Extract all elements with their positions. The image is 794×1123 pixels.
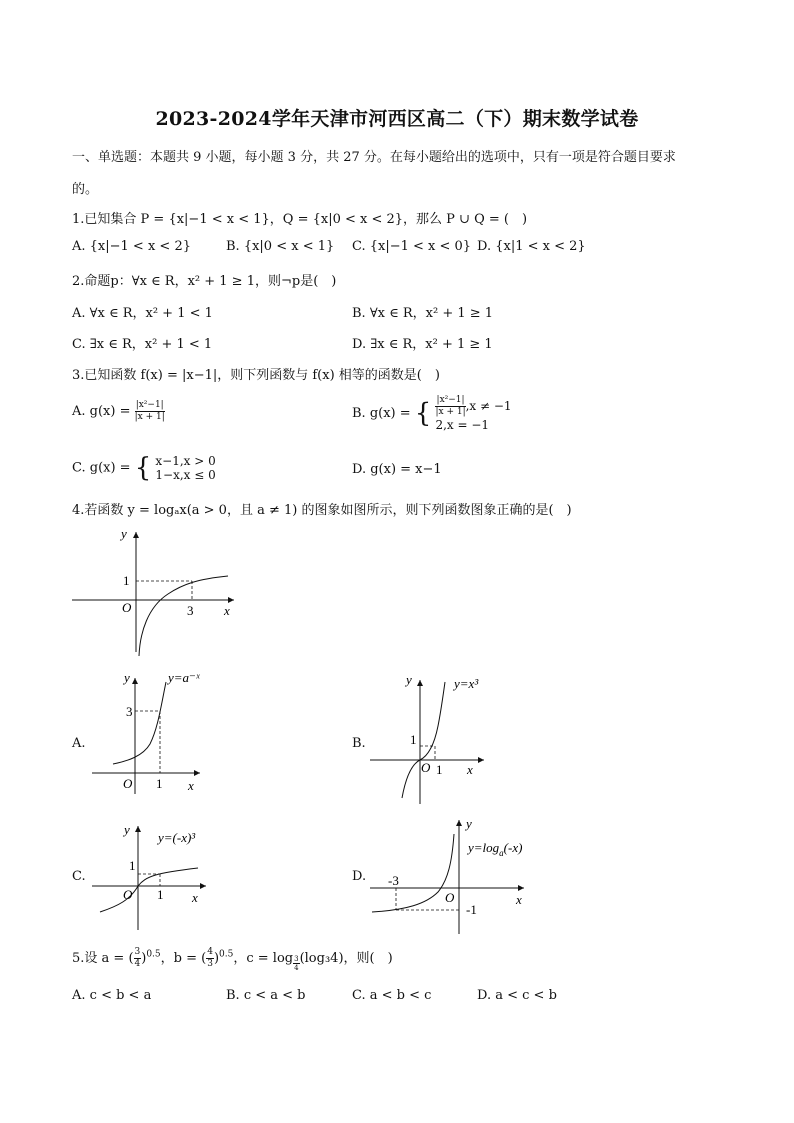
q4-main-log-curve: [139, 576, 228, 656]
section-heading-line2: 的。: [72, 182, 99, 197]
q3-b-brace: {: [414, 398, 432, 429]
q4-c-origin: O: [123, 887, 133, 902]
q3-c-case1: x−1,x > 0: [155, 454, 216, 468]
q4-b-curve: [402, 682, 445, 798]
q4-a-origin: O: [123, 776, 133, 791]
q4-stem: 4.若函数 y = logₐx(a > 0，且 a ≠ 1) 的图象如图所示，则下列函数图象正确的是( ): [72, 503, 572, 518]
q4-a-tick-x: 1: [156, 776, 163, 791]
q4-main-origin: O: [122, 600, 132, 615]
q3-b-denominator: |x + 1|: [435, 407, 466, 417]
q3-c-cases: [155, 454, 215, 482]
q5-b-exponent: 0.5: [219, 949, 234, 960]
q2-option-b[interactable]: B. ∀x ∈ R，x² + 1 ≥ 1: [352, 306, 494, 321]
q5-a-exponent: 0.5: [146, 949, 161, 960]
q4-main-tick-1: 1: [123, 573, 130, 588]
q3-b-numerator: |x²−1|: [436, 395, 465, 405]
q5-option-a[interactable]: A. c < b < a: [72, 988, 152, 1003]
q3-a-denominator: |x + 1|: [134, 412, 165, 422]
q3-b-cases: [435, 395, 511, 432]
q3-option-a[interactable]: [72, 400, 165, 423]
q1-stem: 1.已知集合 P = {x|−1 < x < 1}，Q = {x|0 < x < 2}，那么 P ∪ Q = ( ): [72, 212, 528, 227]
q4-a-func-label: y=a⁻ˣ: [168, 670, 200, 685]
q5-c-tail: (log₃4)，则( ): [299, 951, 393, 966]
q5-stem: 5.设 a = ( $\frac{3}{4}$ )$^{0.5}$，b = ( $\frac{4}{3}$ )$^{0.5}$，c = log $_{\frac{3}{4}}$ (log₃4)，则( ): [72, 947, 393, 973]
q4-d-tick-x: -3: [388, 873, 399, 888]
q3-option-c[interactable]: [72, 454, 216, 482]
q3-a-numerator: |x²−1|: [135, 400, 164, 410]
q4-d-curve: [372, 834, 454, 912]
q4-b-func-label: y=x³: [454, 676, 479, 691]
q4-c-curve: [100, 868, 198, 912]
q5-stem-prefix: 5.设 a = (: [72, 951, 134, 966]
q3-a-fraction: [135, 400, 165, 423]
q4-d-x-label: x: [516, 892, 522, 907]
q4-c-tick-y: 1: [129, 858, 136, 873]
q4-option-a-label[interactable]: A.: [72, 736, 86, 751]
q4-main-x-label: x: [224, 603, 230, 618]
q4-c-y-label: y: [124, 822, 130, 837]
q1-option-a[interactable]: A. {x|−1 < x < 2}: [72, 239, 191, 254]
q2-option-a[interactable]: A. ∀x ∈ R，x² + 1 < 1: [72, 306, 213, 321]
q3-a-prefix: A. g(x) =: [72, 404, 131, 419]
q4-option-a-graph[interactable]: [88, 666, 228, 800]
exam-title: 2023-2024学年天津市河西区高二（下）期末数学试卷: [155, 108, 639, 130]
q4-main-y-label: y: [121, 526, 127, 541]
q4-main-tick-3: 3: [187, 603, 194, 618]
q4-option-b-label[interactable]: B.: [352, 736, 366, 751]
q4-option-d-label[interactable]: D.: [352, 869, 367, 884]
q4-b-origin: O: [421, 760, 431, 775]
q3-stem: 3.已知函数 f(x) = |x−1|，则下列函数与 f(x) 相等的函数是( ): [72, 368, 440, 383]
q4-d-func-label: $y=\log_a(-x)$: [468, 840, 523, 858]
q4-b-x-label: x: [467, 762, 473, 777]
q5-b-mid: ，b = (: [160, 951, 207, 966]
q4-a-x-label: x: [188, 778, 194, 793]
q4-option-d-graph[interactable]: [366, 812, 536, 936]
q3-b-case2: 2,x = −1: [435, 418, 490, 432]
q4-d-tick-y: -1: [466, 902, 477, 917]
q4-d-origin: O: [445, 890, 455, 905]
q4-c-tick-x: 1: [157, 887, 164, 902]
q2-option-d[interactable]: D. ∃x ∈ R，x² + 1 ≥ 1: [352, 337, 493, 352]
q4-a-curve: [113, 682, 166, 764]
q3-option-d[interactable]: D. g(x) = x−1: [352, 462, 442, 477]
q1-option-d[interactable]: D. {x|1 < x < 2}: [477, 239, 586, 254]
q4-option-c-label[interactable]: C.: [72, 869, 86, 884]
q2-option-c[interactable]: C. ∃x ∈ R，x² + 1 < 1: [72, 337, 213, 352]
q3-b-prefix: B. g(x) =: [352, 406, 411, 421]
q5-c-base-num: 3: [294, 955, 299, 964]
q5-option-b[interactable]: B. c < a < b: [226, 988, 306, 1003]
q4-option-b-graph[interactable]: [366, 666, 506, 806]
q5-a-num: 3: [134, 947, 141, 957]
q5-b-num: 4: [207, 947, 213, 957]
q4-c-x-label: x: [192, 890, 198, 905]
q5-b-den: 3: [207, 959, 213, 969]
q3-c-prefix: C. g(x) =: [72, 460, 131, 476]
q4-option-c-graph[interactable]: [88, 818, 228, 934]
q4-a-tick-y: 3: [126, 704, 133, 719]
q3-b-case1-condition: ,x ≠ −1: [465, 399, 512, 413]
q5-option-c[interactable]: C. a < b < c: [352, 988, 432, 1003]
q1-option-c[interactable]: C. {x|−1 < x < 0}: [352, 239, 472, 254]
q5-a-den: 4: [134, 959, 141, 969]
section-heading-line1: 一、单选题：本题共 9 小题，每小题 3 分，共 27 分。在每小题给出的选项中，只有一项是符合题目要求: [72, 150, 676, 165]
q4-b-tick-x: 1: [436, 762, 443, 777]
q3-c-case2: 1−x,x ≤ 0: [155, 468, 216, 482]
q3-option-b[interactable]: [352, 395, 512, 432]
q5-option-d[interactable]: D. a < c < b: [477, 988, 557, 1003]
q5-c-base-den: 4: [294, 964, 299, 973]
q5-b-fraction: [206, 947, 214, 970]
q5-a-fraction: [134, 947, 142, 970]
q3-b-fraction: [435, 395, 465, 418]
q5-c-mid: ，c = log: [233, 951, 294, 966]
q4-d-y-label: y: [466, 816, 472, 831]
q4-b-y-label: y: [406, 672, 412, 687]
q1-option-b[interactable]: B. {x|0 < x < 1}: [226, 239, 335, 254]
q3-c-brace: {: [134, 453, 152, 483]
q4-c-func-label: y=(-x)³: [158, 830, 196, 845]
q4-a-y-label: y: [124, 670, 130, 685]
q2-stem: 2.命题p：∀x ∈ R，x² + 1 ≥ 1，则¬p是( ): [72, 274, 337, 289]
q4-main-graph: [68, 522, 248, 662]
q4-b-tick-y: 1: [410, 732, 417, 747]
